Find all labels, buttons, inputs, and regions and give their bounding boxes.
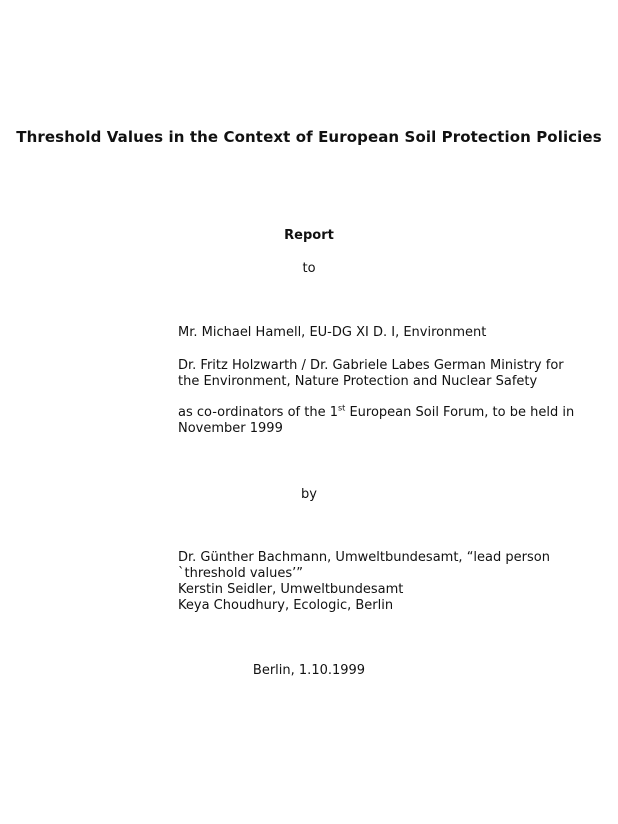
coordinators-text-b: European Soil Forum, to be held in bbox=[345, 405, 575, 420]
coordinators-line-1 bbox=[178, 403, 575, 421]
report-label: Report bbox=[284, 228, 334, 243]
recipient-line: Dr. Fritz Holzwarth / Dr. Gabriele Labes German Ministry for bbox=[178, 358, 564, 373]
author-line: Dr. Günther Bachmann, Umweltbundesamt, “lead person bbox=[178, 550, 550, 565]
coordinators-text-a: as co-ordinators of the 1 bbox=[178, 405, 338, 420]
to-label: to bbox=[302, 261, 316, 276]
recipient-line: the Environment, Nature Protection and Nuclear Safety bbox=[178, 374, 538, 389]
document-title: Threshold Values in the Context of European Soil Protection Policies bbox=[16, 128, 602, 146]
ordinal-suffix: st bbox=[338, 403, 346, 413]
author-line: Keya Choudhury, Ecologic, Berlin bbox=[178, 598, 394, 613]
recipient-holzwarth-labes bbox=[178, 358, 568, 390]
recipient-line: Mr. Michael Hamell, EU-DG XI D. I, Environment bbox=[178, 325, 487, 340]
by-label: by bbox=[301, 487, 317, 502]
place-date: Berlin, 1.10.1999 bbox=[252, 663, 366, 678]
coordinators-note bbox=[178, 403, 575, 437]
authors-list bbox=[178, 550, 568, 614]
author-line: Kerstin Seidler, Umweltbundesamt bbox=[178, 582, 404, 597]
recipient-hamell bbox=[178, 325, 568, 341]
author-line: `threshold values’” bbox=[178, 566, 304, 581]
coordinators-line-2: November 1999 bbox=[178, 421, 283, 436]
